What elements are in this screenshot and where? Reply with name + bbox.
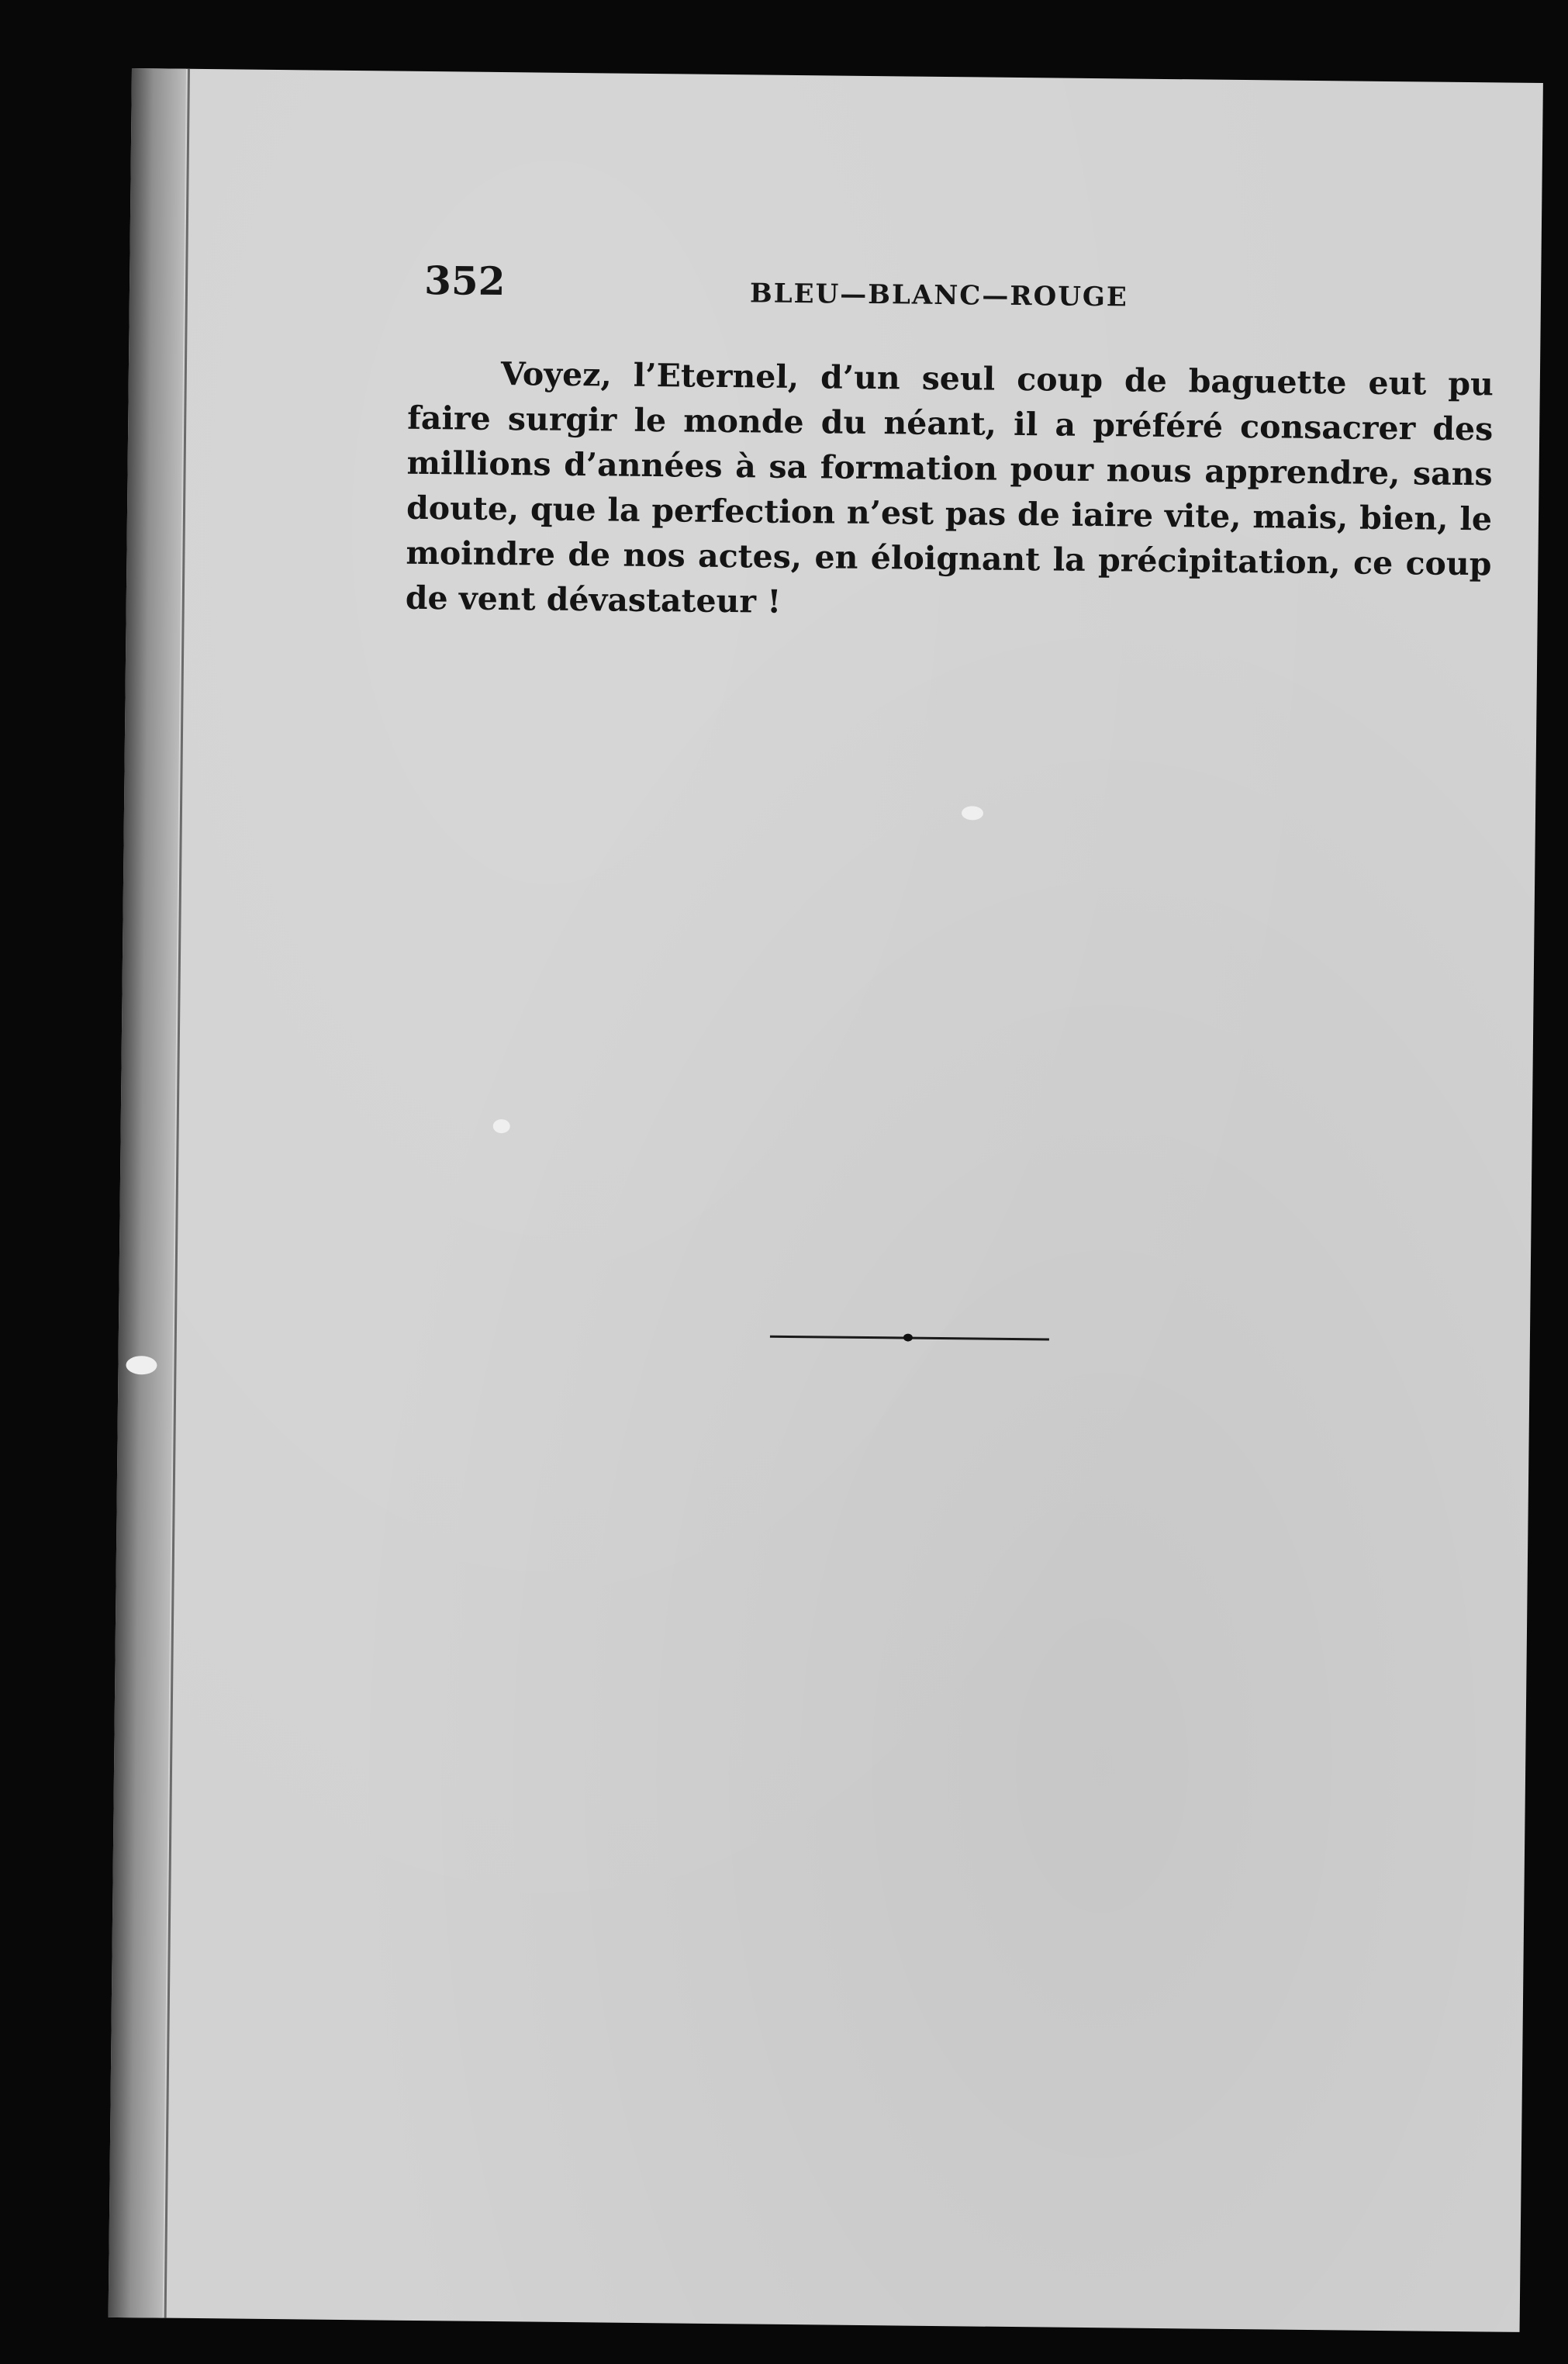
body-paragraph: Voyez, l’Eternel, d’un seul coup de baguette eut pu faire surgir le monde du néant, il a préféré consacrer des millions d’années à sa formation pour nous apprendre, sans doute, que la perfection n’est pas de iaire vite, mais, bien, le moindre de nos actes, en éloignant la précipitation, ce coup de vent dévastateur ! [405, 355, 1494, 620]
running-head [424, 257, 1568, 332]
running-title: BLEU—BLANC—ROUGE [749, 278, 1129, 313]
paper-speck [962, 806, 983, 820]
page-gutter-shadow [109, 68, 186, 2318]
page-number: 352 [423, 257, 506, 305]
paper-speck [126, 1356, 157, 1374]
section-end-ornament [770, 1332, 1049, 1344]
book-page [109, 68, 1543, 2332]
paper-speck [493, 1119, 510, 1133]
ornament-dot [903, 1334, 913, 1342]
